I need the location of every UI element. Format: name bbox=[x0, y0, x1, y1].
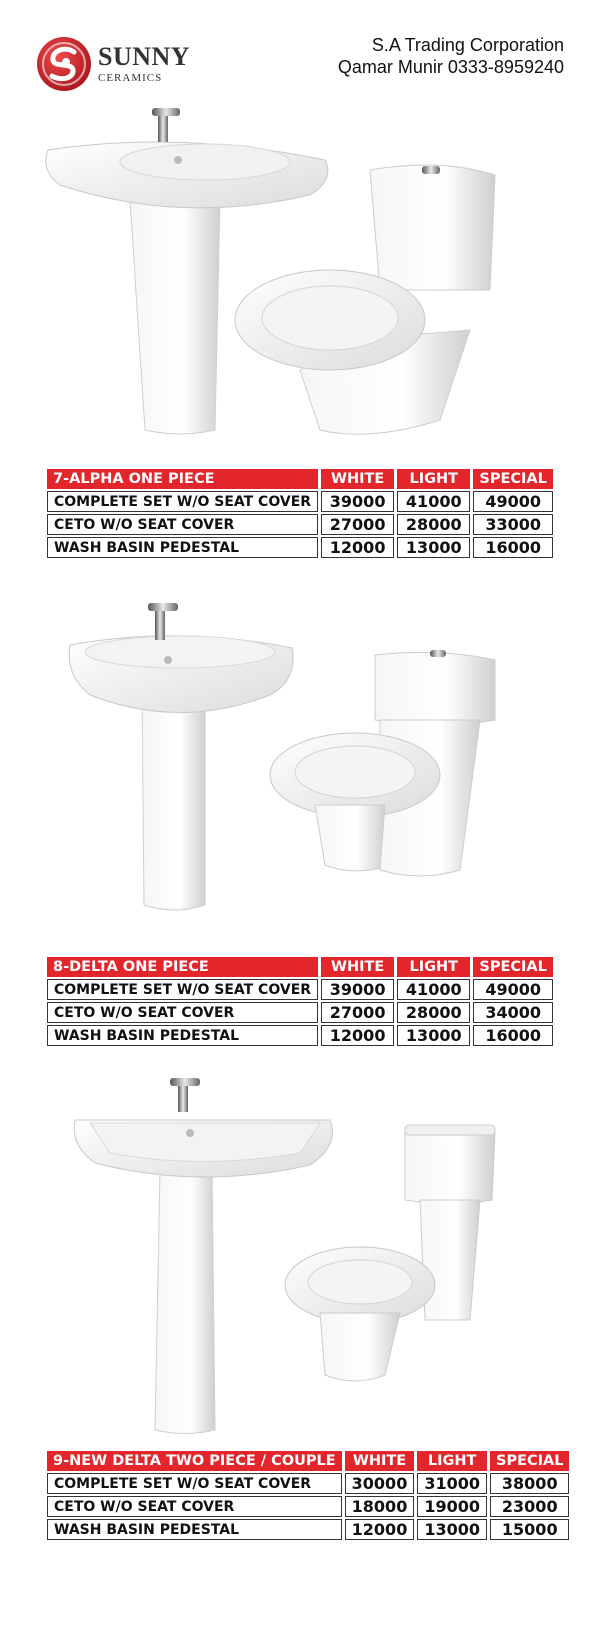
contact-phone: Qamar Munir 0333-8959240 bbox=[337, 57, 564, 77]
price-special: 33000 bbox=[473, 514, 553, 535]
column-header-white: WHITE bbox=[321, 469, 394, 489]
price-special: 16000 bbox=[473, 1025, 553, 1046]
price-special: 23000 bbox=[490, 1496, 569, 1517]
table-row bbox=[47, 1025, 553, 1046]
column-header-special: SPECIAL bbox=[490, 1451, 569, 1471]
item-name: WASH BASIN PEDESTAL bbox=[47, 1025, 318, 1046]
product-title: 8-DELTA ONE PIECE bbox=[47, 957, 318, 977]
table-row bbox=[47, 1519, 569, 1540]
price-white: 12000 bbox=[321, 537, 394, 558]
price-white: 27000 bbox=[321, 1002, 394, 1023]
item-name: COMPLETE SET W/O SEAT COVER bbox=[47, 979, 318, 1000]
price-light: 31000 bbox=[417, 1473, 487, 1494]
column-header-special: SPECIAL bbox=[473, 469, 553, 489]
price-special: 16000 bbox=[473, 537, 553, 558]
table-row bbox=[47, 514, 553, 535]
price-white: 30000 bbox=[345, 1473, 415, 1494]
contact-block bbox=[338, 34, 564, 78]
item-name: CETO W/O SEAT COVER bbox=[47, 1496, 342, 1517]
price-white: 12000 bbox=[345, 1519, 415, 1540]
item-name: WASH BASIN PEDESTAL bbox=[47, 1519, 342, 1540]
price-table-new-delta bbox=[44, 1449, 572, 1542]
price-white: 12000 bbox=[321, 1025, 394, 1046]
price-special: 15000 bbox=[490, 1519, 569, 1540]
product-title: 7-ALPHA ONE PIECE bbox=[47, 469, 318, 489]
table-row bbox=[47, 1496, 569, 1517]
column-header-white: WHITE bbox=[321, 957, 394, 977]
price-light: 41000 bbox=[397, 979, 470, 1000]
one-piece-toilet-icon bbox=[235, 165, 495, 434]
item-name: COMPLETE SET W/O SEAT COVER bbox=[47, 491, 318, 512]
item-name: CETO W/O SEAT COVER bbox=[47, 514, 318, 535]
two-piece-toilet-icon bbox=[285, 1125, 495, 1381]
product-title: 9-NEW DELTA TWO PIECE / COUPLE bbox=[47, 1451, 342, 1471]
table-row bbox=[47, 1002, 553, 1023]
price-light: 19000 bbox=[417, 1496, 487, 1517]
column-header-light: LIGHT bbox=[397, 469, 470, 489]
price-white: 18000 bbox=[345, 1496, 415, 1517]
item-name: CETO W/O SEAT COVER bbox=[47, 1002, 318, 1023]
price-light: 28000 bbox=[397, 514, 470, 535]
price-table-delta bbox=[44, 955, 556, 1048]
wash-basin-pedestal-icon bbox=[46, 108, 328, 434]
table-row bbox=[47, 537, 553, 558]
price-light: 41000 bbox=[397, 491, 470, 512]
price-white: 39000 bbox=[321, 491, 394, 512]
product-image-new-delta bbox=[40, 1075, 560, 1440]
price-special: 34000 bbox=[473, 1002, 553, 1023]
company-name: S.A Trading Corporation bbox=[371, 35, 564, 55]
price-special: 38000 bbox=[490, 1473, 569, 1494]
product-image-delta bbox=[40, 600, 560, 945]
price-light: 13000 bbox=[397, 1025, 470, 1046]
item-name: WASH BASIN PEDESTAL bbox=[47, 537, 318, 558]
price-light: 13000 bbox=[397, 537, 470, 558]
brand-logo bbox=[36, 36, 190, 92]
item-name: COMPLETE SET W/O SEAT COVER bbox=[47, 1473, 342, 1494]
table-row bbox=[47, 1473, 569, 1494]
price-light: 13000 bbox=[417, 1519, 487, 1540]
table-row bbox=[47, 979, 553, 1000]
column-header-special: SPECIAL bbox=[473, 957, 553, 977]
product-image-alpha bbox=[40, 100, 560, 450]
brand-subtitle: CERAMICS bbox=[98, 72, 163, 84]
column-header-light: LIGHT bbox=[397, 957, 470, 977]
one-piece-toilet-icon bbox=[270, 650, 495, 876]
price-table-alpha bbox=[44, 467, 556, 560]
brand-name: SUNNY bbox=[98, 42, 191, 71]
price-light: 28000 bbox=[397, 1002, 470, 1023]
price-special: 49000 bbox=[473, 979, 553, 1000]
price-white: 39000 bbox=[321, 979, 394, 1000]
column-header-white: WHITE bbox=[345, 1451, 415, 1471]
wash-basin-pedestal-icon bbox=[69, 603, 293, 910]
price-white: 27000 bbox=[321, 514, 394, 535]
table-row bbox=[47, 491, 553, 512]
column-header-light: LIGHT bbox=[417, 1451, 487, 1471]
wash-basin-pedestal-icon bbox=[74, 1078, 332, 1434]
price-special: 49000 bbox=[473, 491, 553, 512]
sunny-logo-icon bbox=[36, 36, 92, 92]
